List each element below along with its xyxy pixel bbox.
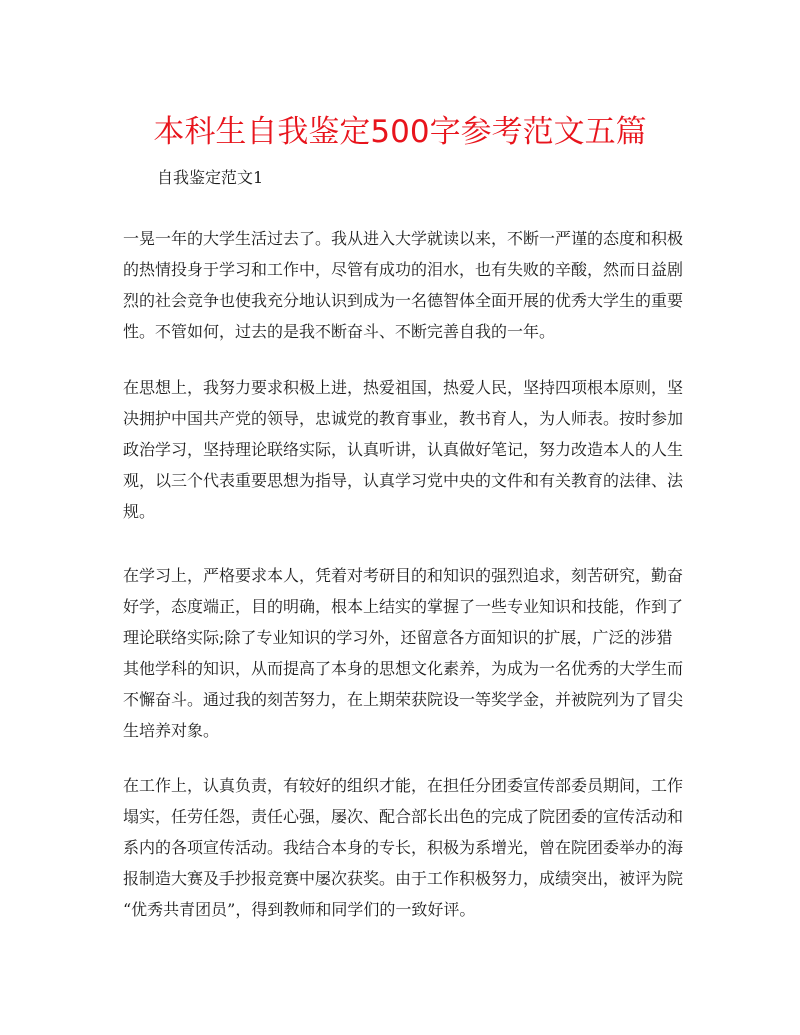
paragraph-line: 不懈奋斗。通过我的刻苦努力，在上期荣获院设一等奖学金，并被院列为了冒尖 xyxy=(123,690,684,709)
paragraph-line: 政治学习，坚持理论联络实际，认真听讲，认真做好笔记，努力改造本人的人生 xyxy=(123,440,684,459)
paragraph-line: 一晃一年的大学生活过去了。我从进入大学就读以来，不断一严谨的态度和积极 xyxy=(123,229,684,248)
paragraph-line: 性。不管如何，过去的是我不断奋斗、不断完善自我的一年。 xyxy=(123,322,556,341)
paragraph-line: 的热情投身于学习和工作中，尽管有成功的泪水，也有失败的辛酸，然而日益剧 xyxy=(123,260,684,279)
paragraph-3 xyxy=(123,560,691,746)
paragraph-line: 决拥护中国共产党的领导，忠诚党的教育事业，教书育人，为人师表。按时参加 xyxy=(123,409,684,428)
paragraph-1 xyxy=(123,223,691,347)
document-title: 本科生自我鉴定500字参考范文五篇 xyxy=(153,114,647,150)
paragraph-line: 规。 xyxy=(123,502,156,521)
paragraph-line: “优秀共青团员”，得到教师和同学们的一致好评。 xyxy=(123,900,476,919)
paragraph-line: 塌实，任劳任怨，责任心强，屡次、配合部长出色的完成了院团委的宣传活动和 xyxy=(123,807,684,826)
paragraph-line: 烈的社会竞争也使我充分地认识到成为一名德智体全面开展的优秀大学生的重要 xyxy=(123,291,684,310)
paragraph-line: 在学习上，严格要求本人，凭着对考研目的和知识的强烈追求，刻苦研究，勤奋 xyxy=(123,566,684,585)
paragraph-line: 报制造大赛及手抄报竞赛中屡次获奖。由于工作积极努力，成绩突出，被评为院 xyxy=(123,869,684,888)
paragraph-2 xyxy=(123,372,691,527)
paragraph-line: 观，以三个代表重要思想为指导，认真学习党中央的文件和有关教育的法律、法 xyxy=(123,471,684,490)
paragraph-line: 其他学科的知识，从而提高了本身的思想文化素养，为成为一名优秀的大学生而 xyxy=(123,659,684,678)
paragraph-line: 在工作上，认真负责，有较好的组织才能，在担任分团委宣传部委员期间，工作 xyxy=(123,776,684,795)
paragraph-line: 系内的各项宣传活动。我结合本身的专长，积极为系增光，曾在院团委举办的海 xyxy=(123,838,684,857)
paragraph-line: 好学，态度端正，目的明确，根本上结实的掌握了一些专业知识和技能，作到了 xyxy=(123,597,684,616)
paragraph-line: 理论联络实际;除了专业知识的学习外，还留意各方面知识的扩展，广泛的涉猎 xyxy=(123,628,673,647)
paragraph-4 xyxy=(123,770,691,925)
paragraph-line: 在思想上，我努力要求积极上进，热爱祖国，热爱人民，坚持四项根本原则，坚 xyxy=(123,378,684,397)
section-subheading: 自我鉴定范文1 xyxy=(157,168,264,187)
paragraph-line: 生培养对象。 xyxy=(123,721,220,740)
